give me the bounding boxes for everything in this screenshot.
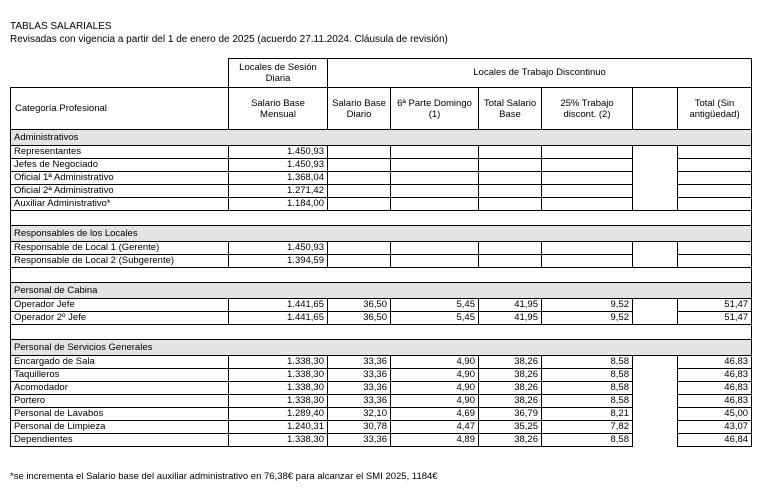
cell-domingo: 4,69 [391,408,479,421]
cell-mensual: 1.338,30 [229,369,328,382]
cell-total: 38,26 [479,356,542,369]
cell-blank [633,198,678,211]
gap-cell [11,211,229,226]
cell-total: 35,25 [479,421,542,434]
cell-categoria: Personal de Limpieza [11,421,229,434]
cell-discont: 8,58 [542,434,633,447]
section-filler [633,130,678,146]
gap-cell [633,211,678,226]
section-filler [391,283,479,299]
cell-sin [678,146,752,159]
cell-discont: 7,82 [542,421,633,434]
gap-cell [678,325,752,340]
section-filler [328,226,391,242]
section-filler [229,340,328,356]
cell-sin [678,159,752,172]
section-title: Personal de Cabina [11,283,229,299]
cell-categoria: Auxiliar Administrativo* [11,198,229,211]
cell-total [479,146,542,159]
table-row [11,242,752,255]
cell-domingo: 4,90 [391,356,479,369]
cell-mensual: 1.441,65 [229,299,328,312]
cell-domingo: 4,90 [391,369,479,382]
gap-cell [479,211,542,226]
cell-sin [678,198,752,211]
section-filler [229,130,328,146]
gap-cell [479,268,542,283]
section-title: Administrativos [11,130,229,146]
cell-domingo: 4,47 [391,421,479,434]
table-row [11,198,752,211]
cell-categoria: Portero [11,395,229,408]
cell-diario: 33,36 [328,369,391,382]
cell-domingo: 4,90 [391,382,479,395]
gap-cell [391,211,479,226]
gap-cell [479,325,542,340]
cell-mensual: 1.184,00 [229,198,328,211]
header-empty-cell [11,59,229,88]
cell-sin: 51,47 [678,312,752,325]
section-filler [678,226,752,242]
cell-total [479,198,542,211]
gap-cell [633,268,678,283]
cell-blank [633,408,678,421]
section-filler [633,226,678,242]
table-row [11,146,752,159]
col-header-total-salario: Total Salario Base [479,88,542,130]
cell-diario: 33,36 [328,395,391,408]
cell-discont [542,242,633,255]
section-filler [229,283,328,299]
cell-sin: 43,07 [678,421,752,434]
cell-total: 38,26 [479,434,542,447]
cell-blank [633,185,678,198]
cell-diario: 36,50 [328,312,391,325]
cell-mensual: 1.338,30 [229,434,328,447]
gap-cell [678,211,752,226]
col-header-total-sin: Total (Sin antigüedad) [678,88,752,130]
table-row [11,369,752,382]
group-header-discontinuo: Locales de Trabajo Discontinuo [328,59,752,88]
document-title: TABLAS SALARIALES [10,21,112,32]
footnote: *se incrementa el Salario base del auxiliar administrativo en 76,38€ para alcanzar el SMI 2025, 1184€ [10,471,438,482]
cell-mensual: 1.394,59 [229,255,328,268]
gap-cell [328,268,391,283]
cell-blank [633,299,678,312]
cell-mensual: 1.338,30 [229,395,328,408]
cell-blank [633,159,678,172]
cell-blank [633,382,678,395]
cell-discont: 9,52 [542,299,633,312]
document-subtitle: Revisadas con vigencia a partir del 1 de enero de 2025 (acuerdo 27.11.2024. Cláusula de revisión) [10,34,448,45]
cell-total: 41,95 [479,312,542,325]
cell-diario [328,255,391,268]
section-filler [542,283,633,299]
cell-categoria: Representantes [11,146,229,159]
cell-domingo: 4,89 [391,434,479,447]
cell-diario: 36,50 [328,299,391,312]
cell-blank [633,421,678,434]
section-header-row [11,340,752,356]
gap-cell [391,325,479,340]
cell-discont [542,146,633,159]
gap-cell [633,325,678,340]
cell-diario [328,146,391,159]
col-header-salario-mensual: Salario Base Mensual [229,88,328,130]
gap-cell [229,325,328,340]
gap-cell [229,211,328,226]
cell-categoria: Operador Jefe [11,299,229,312]
cell-sin: 46,83 [678,356,752,369]
cell-discont [542,198,633,211]
cell-domingo [391,198,479,211]
cell-blank [633,356,678,369]
cell-domingo [391,172,479,185]
cell-diario [328,172,391,185]
table-row [11,172,752,185]
col-header-blank [633,88,678,130]
col-header-categoria: Categoría Profesional [11,88,229,130]
cell-total [479,159,542,172]
section-title: Personal de Servicios Generales [11,340,229,356]
cell-total: 38,26 [479,382,542,395]
group-header-sesion: Locales de Sesión Diaria [229,59,328,88]
cell-mensual: 1.450,93 [229,159,328,172]
cell-discont: 8,58 [542,369,633,382]
section-filler [391,340,479,356]
cell-diario: 33,36 [328,382,391,395]
section-filler [678,340,752,356]
cell-sin [678,172,752,185]
cell-diario [328,242,391,255]
table-row [11,299,752,312]
cell-sin [678,242,752,255]
cell-sin: 46,83 [678,369,752,382]
section-filler [542,130,633,146]
cell-categoria: Oficial 2ª Administrativo [11,185,229,198]
cell-discont: 9,52 [542,312,633,325]
cell-domingo: 5,45 [391,312,479,325]
section-gap-row [11,211,752,226]
gap-cell [542,268,633,283]
cell-discont: 8,58 [542,382,633,395]
section-filler [479,226,542,242]
cell-mensual: 1.368,04 [229,172,328,185]
salary-table [10,58,752,447]
cell-domingo: 5,45 [391,299,479,312]
cell-discont: 8,21 [542,408,633,421]
cell-blank [633,172,678,185]
gap-cell [328,325,391,340]
section-filler [678,283,752,299]
cell-mensual: 1.338,30 [229,356,328,369]
cell-diario: 32,10 [328,408,391,421]
cell-categoria: Oficial 1ª Administrativo [11,172,229,185]
section-filler [633,283,678,299]
gap-cell [391,268,479,283]
cell-categoria: Encargado de Sala [11,356,229,369]
cell-categoria: Taquilleros [11,369,229,382]
section-filler [328,130,391,146]
cell-mensual: 1.450,93 [229,242,328,255]
section-filler [542,226,633,242]
cell-sin: 51,47 [678,299,752,312]
section-gap-row [11,325,752,340]
cell-domingo [391,255,479,268]
cell-discont [542,255,633,268]
section-filler [479,283,542,299]
section-title: Responsables de los Locales [11,226,229,242]
cell-diario: 33,36 [328,356,391,369]
cell-categoria: Operador 2º Jefe [11,312,229,325]
cell-categoria: Responsable de Local 2 (Subgerente) [11,255,229,268]
cell-domingo: 4,90 [391,395,479,408]
cell-discont [542,172,633,185]
section-header-row [11,226,752,242]
cell-blank [633,255,678,268]
cell-sin [678,255,752,268]
cell-mensual: 1.289,40 [229,408,328,421]
table-row [11,356,752,369]
table-row [11,312,752,325]
section-filler [479,340,542,356]
cell-discont: 8,58 [542,395,633,408]
cell-total [479,255,542,268]
cell-domingo [391,146,479,159]
cell-categoria: Personal de Lavabos [11,408,229,421]
section-filler [479,130,542,146]
section-filler [542,340,633,356]
cell-total: 41,95 [479,299,542,312]
cell-total [479,172,542,185]
section-filler [633,340,678,356]
cell-blank [633,369,678,382]
cell-categoria: Acomodador [11,382,229,395]
gap-cell [542,211,633,226]
cell-blank [633,312,678,325]
table-row [11,382,752,395]
cell-mensual: 1.240,31 [229,421,328,434]
cell-sin: 46,83 [678,382,752,395]
cell-categoria: Responsable de Local 1 (Gerente) [11,242,229,255]
cell-blank [633,242,678,255]
section-filler [229,226,328,242]
cell-sin: 46,83 [678,395,752,408]
gap-cell [229,268,328,283]
cell-mensual: 1.271,42 [229,185,328,198]
cell-mensual: 1.441,65 [229,312,328,325]
gap-cell [328,211,391,226]
gap-cell [678,268,752,283]
cell-domingo [391,242,479,255]
cell-domingo [391,159,479,172]
cell-discont [542,159,633,172]
cell-categoria: Jefes de Negociado [11,159,229,172]
section-filler [391,130,479,146]
cell-diario [328,198,391,211]
table-row [11,185,752,198]
table-row [11,408,752,421]
cell-diario: 33,36 [328,434,391,447]
cell-discont: 8,58 [542,356,633,369]
cell-total [479,185,542,198]
cell-mensual: 1.338,30 [229,382,328,395]
table-body [11,130,752,447]
cell-discont [542,185,633,198]
gap-cell [11,268,229,283]
cell-total: 38,26 [479,369,542,382]
gap-cell [11,325,229,340]
section-header-row [11,130,752,146]
col-header-parte-domingo: 6ª Parte Domingo (1) [391,88,479,130]
cell-sin [678,185,752,198]
cell-blank [633,434,678,447]
table-row [11,159,752,172]
cell-total [479,242,542,255]
cell-mensual: 1.450,93 [229,146,328,159]
section-filler [678,130,752,146]
section-filler [328,340,391,356]
section-header-row [11,283,752,299]
cell-domingo [391,185,479,198]
col-header-salario-diario: Salario Base Diario [328,88,391,130]
col-header-trabajo-discont: 25% Trabajo discont. (2) [542,88,633,130]
table-row [11,434,752,447]
section-filler [328,283,391,299]
cell-total: 36,79 [479,408,542,421]
table-row [11,255,752,268]
cell-blank [633,395,678,408]
section-filler [391,226,479,242]
table-row [11,421,752,434]
cell-total: 38,26 [479,395,542,408]
cell-categoria: Dependientes [11,434,229,447]
cell-diario [328,185,391,198]
cell-sin: 45,00 [678,408,752,421]
section-gap-row [11,268,752,283]
cell-diario [328,159,391,172]
cell-blank [633,146,678,159]
gap-cell [542,325,633,340]
table-row [11,395,752,408]
cell-sin: 46,84 [678,434,752,447]
cell-diario: 30,78 [328,421,391,434]
